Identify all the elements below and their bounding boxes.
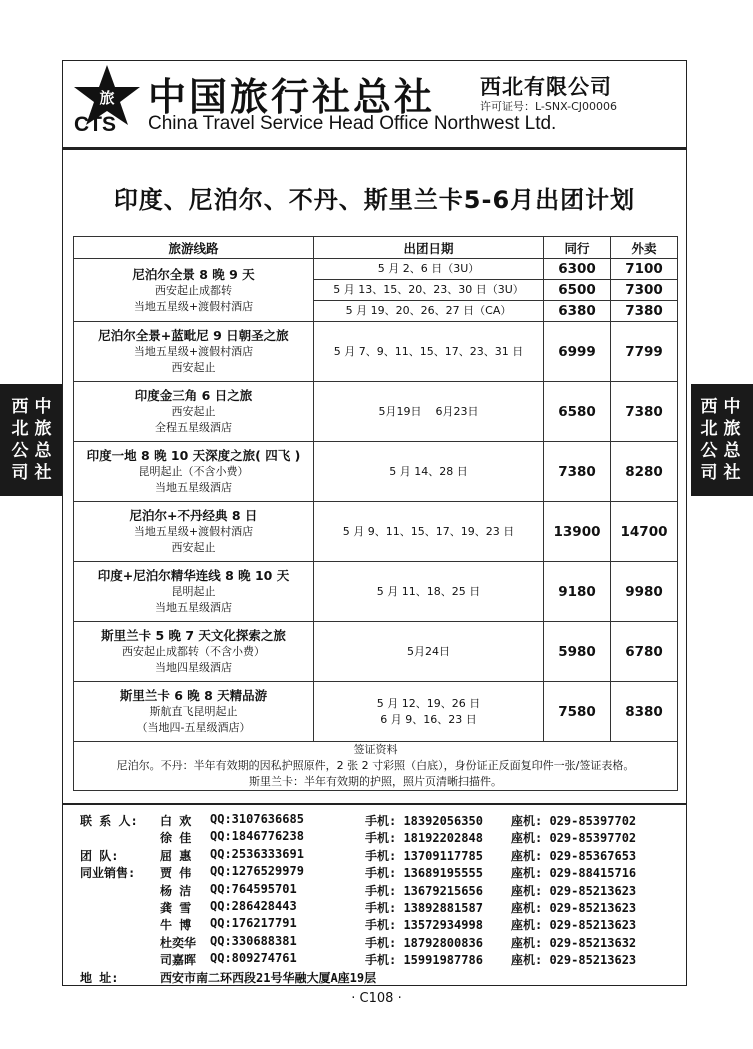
contacts-divider	[63, 803, 686, 805]
tab-char: 总	[723, 441, 741, 461]
route-detail: 当地五星级+渡假村酒店	[133, 299, 254, 313]
contact-mobile: 手机: 13679215656	[365, 883, 483, 898]
tab-char: 社	[34, 463, 52, 483]
company-en-name: China Travel Service Head Office Northwest Ltd.	[148, 113, 557, 134]
contact-qq: QQ:3107636685	[210, 812, 304, 826]
col-header-date: 出团日期	[314, 237, 544, 259]
contact-qq: QQ:2536333691	[210, 846, 304, 861]
contact-mobile: 手机: 18392056350	[365, 814, 483, 828]
contact-tel: 座机: 029-88415716	[511, 866, 637, 881]
tab-char: 公	[11, 441, 29, 461]
contact-tel: 座机: 029-85397702	[511, 814, 637, 828]
tab-char: 旅	[723, 419, 741, 439]
departure-date: 5月19日 6月23日	[314, 382, 544, 442]
tab-char: 社	[723, 463, 741, 483]
retail-price: 7300	[611, 280, 678, 301]
tab-char: 中	[34, 397, 52, 417]
tab-char: 中	[723, 397, 741, 417]
peer-price: 6380	[544, 301, 611, 322]
visa-title: 签证资料	[353, 743, 398, 756]
col-header-peer-price: 同行	[544, 237, 611, 259]
contact-mobile: 手机: 13709117785	[365, 848, 483, 863]
contact-qq: QQ:176217791	[210, 916, 297, 931]
departure-date: 5 月 14、28 日	[314, 442, 544, 502]
contact-role: 联 系 人:	[80, 814, 138, 828]
route-cell	[74, 682, 314, 742]
address-value: 西安市南二环西段21号华融大厦A座19层	[160, 970, 377, 985]
tab-col	[33, 396, 53, 484]
contact-name: 牛 博	[160, 918, 192, 933]
departure-date: 5 月 11、18、25 日	[314, 562, 544, 622]
route-detail: 当地四星级酒店	[155, 661, 232, 674]
route-detail: 昆明起止	[171, 585, 216, 598]
table-header-row	[74, 237, 678, 259]
contact-tel: 座机: 029-85397702	[511, 831, 637, 846]
peer-price: 13900	[544, 502, 611, 562]
header-divider	[63, 147, 686, 150]
contact-mobile: 手机: 13572934998	[365, 918, 483, 933]
contact-mobile: 手机: 13892881587	[365, 900, 483, 915]
retail-price: 7100	[611, 259, 678, 280]
peer-price: 5980	[544, 622, 611, 682]
route-detail: 西安起止成都转（不含小费）	[122, 645, 265, 658]
peer-price: 7580	[544, 682, 611, 742]
company-branch: 西北有限公司	[480, 75, 612, 99]
side-tab-right	[691, 384, 753, 496]
contact-name: 司嘉晖	[160, 953, 197, 968]
tab-char: 西	[11, 397, 29, 417]
star-glyph: 旅	[99, 89, 115, 107]
tab-char: 旅	[34, 419, 52, 439]
tab-col	[699, 396, 719, 484]
contact-qq: QQ:1276529979	[210, 864, 304, 879]
route-name: 尼泊尔全景 8 晚 9 天	[132, 266, 255, 282]
cts-label: CTS	[74, 113, 116, 136]
visa-line: 斯里兰卡：半年有效期的护照，照片页清晰扫描件。	[249, 775, 502, 788]
contact-tel: 座机: 029-85213623	[511, 883, 637, 898]
visa-info-row	[74, 742, 678, 791]
contact-mobile: 手机: 18792800836	[365, 935, 483, 950]
retail-price: 8380	[611, 682, 678, 742]
route-cell	[74, 442, 314, 502]
route-name: 斯里兰卡 5 晚 7 天文化探索之旅	[101, 628, 286, 643]
tab-char: 西	[700, 397, 718, 417]
route-detail: 当地五星级+渡假村酒店	[133, 345, 254, 358]
route-name: 斯里兰卡 6 晚 8 天精品游	[119, 688, 268, 703]
departure-date: 5 月 13、15、20、23、30 日（3U）	[314, 280, 544, 301]
retail-price: 6780	[611, 622, 678, 682]
retail-price: 9980	[611, 562, 678, 622]
contact-name: 白 欢	[160, 814, 192, 828]
contact-role: 同业销售:	[80, 866, 136, 881]
route-detail: （当地四-五星级酒店）	[136, 721, 251, 734]
route-detail: 当地五星级+渡假村酒店	[133, 525, 254, 538]
route-detail: 当地五星级酒店	[155, 481, 232, 494]
route-cell	[74, 562, 314, 622]
table-row	[74, 382, 678, 442]
departure-date-cell	[314, 682, 544, 742]
visa-line: 尼泊尔。不丹：半年有效期的因私护照原件，2 张 2 寸彩照（白底），身份证正反面复印件一张/签证表格。	[116, 759, 635, 772]
tab-col	[10, 396, 30, 484]
route-detail: 昆明起止（不含小费）	[138, 465, 249, 478]
peer-price: 6580	[544, 382, 611, 442]
tab-char: 北	[700, 419, 718, 439]
route-detail: 西安起止	[171, 541, 216, 554]
route-name: 尼泊尔+不丹经典 8 日	[129, 508, 258, 523]
contact-mobile: 手机: 15991987786	[365, 953, 483, 968]
departure-date: 5 月 19、20、26、27 日（CA）	[314, 301, 544, 322]
route-name: 印度一地 8 晚 10 天深度之旅( 四飞 )	[86, 448, 301, 463]
departure-date: 5 月 12、19、26 日	[376, 696, 481, 710]
page-title: 印度、尼泊尔、不丹、斯里兰卡5-6月出团计划	[113, 186, 636, 214]
route-cell	[74, 259, 314, 322]
tab-char: 司	[700, 463, 718, 483]
route-detail: 当地五星级酒店	[155, 601, 232, 614]
route-cell	[74, 382, 314, 442]
license-number: 许可证号：L-SNX-CJ00006	[480, 100, 617, 113]
table-row	[74, 322, 678, 382]
route-cell	[74, 322, 314, 382]
route-detail: 西安起止	[171, 361, 216, 374]
peer-price: 6500	[544, 280, 611, 301]
contact-tel: 座机: 029-85213623	[511, 900, 637, 915]
peer-price: 6300	[544, 259, 611, 280]
retail-price: 14700	[611, 502, 678, 562]
contact-name: 杜奕华	[160, 935, 197, 950]
departure-date: 6 月 9、16、23 日	[380, 712, 477, 726]
table-row	[74, 259, 678, 280]
table-row	[74, 502, 678, 562]
contact-mobile: 手机: 13689195555	[365, 866, 483, 881]
peer-price: 7380	[544, 442, 611, 502]
route-name: 印度+尼泊尔精华连线 8 晚 10 天	[97, 568, 290, 583]
tab-char: 总	[34, 441, 52, 461]
route-detail: 西安起止成都转	[155, 283, 232, 297]
departure-date: 5 月 2、6 日（3U）	[314, 259, 544, 280]
retail-price: 7380	[611, 301, 678, 322]
departure-date: 5月24日	[314, 622, 544, 682]
tab-col	[722, 396, 742, 484]
retail-price: 7799	[611, 322, 678, 382]
contact-qq: QQ:809274761	[210, 951, 297, 966]
contact-role: 团 队:	[80, 848, 119, 863]
contact-tel: 座机: 029-85213623	[511, 918, 637, 933]
contact-tel: 座机: 029-85213623	[511, 953, 637, 968]
page-number: · C108 ·	[351, 991, 402, 1006]
departure-date: 5 月 7、9、11、15、17、23、31 日	[314, 322, 544, 382]
contact-name: 杨 洁	[160, 883, 192, 898]
table-row	[74, 442, 678, 502]
route-cell	[74, 502, 314, 562]
route-name: 尼泊尔全景+蓝毗尼 9 日朝圣之旅	[98, 328, 289, 343]
route-detail: 全程五星级酒店	[155, 421, 232, 434]
retail-price: 7380	[611, 382, 678, 442]
tour-plan-table	[73, 236, 678, 791]
col-header-retail-price: 外卖	[611, 237, 678, 259]
tab-char: 司	[11, 463, 29, 483]
contact-mobile: 手机: 18192202848	[365, 831, 483, 846]
col-header-route: 旅游线路	[74, 237, 314, 259]
address-label: 地 址:	[80, 970, 119, 985]
contact-tel: 座机: 029-85367653	[511, 848, 637, 863]
table-row	[74, 622, 678, 682]
contact-qq: QQ:330688381	[210, 933, 297, 948]
tab-char: 北	[11, 419, 29, 439]
contact-name: 屈 惠	[160, 848, 192, 863]
peer-price: 9180	[544, 562, 611, 622]
contact-name: 龚 雪	[160, 900, 192, 915]
retail-price: 8280	[611, 442, 678, 502]
departure-date: 5 月 9、11、15、17、19、23 日	[314, 502, 544, 562]
route-detail: 西安起止	[171, 405, 216, 418]
peer-price: 6999	[544, 322, 611, 382]
table-row	[74, 682, 678, 742]
tab-char: 公	[700, 441, 718, 461]
contact-qq: QQ:1846776238	[210, 829, 304, 844]
route-name: 印度金三角 6 日之旅	[134, 388, 253, 403]
side-tab-left	[0, 384, 62, 496]
company-cn-name: 中国旅行社总社	[148, 74, 436, 119]
contact-tel: 座机: 029-85213632	[511, 935, 637, 950]
contact-name: 贾 伟	[160, 866, 192, 881]
contact-name: 徐 佳	[160, 831, 192, 846]
table-row	[74, 562, 678, 622]
route-detail: 斯航直飞昆明起止	[149, 705, 238, 718]
contact-qq: QQ:764595701	[210, 881, 297, 896]
route-cell	[74, 622, 314, 682]
contact-qq: QQ:286428443	[210, 898, 297, 913]
visa-info-cell	[74, 742, 678, 791]
